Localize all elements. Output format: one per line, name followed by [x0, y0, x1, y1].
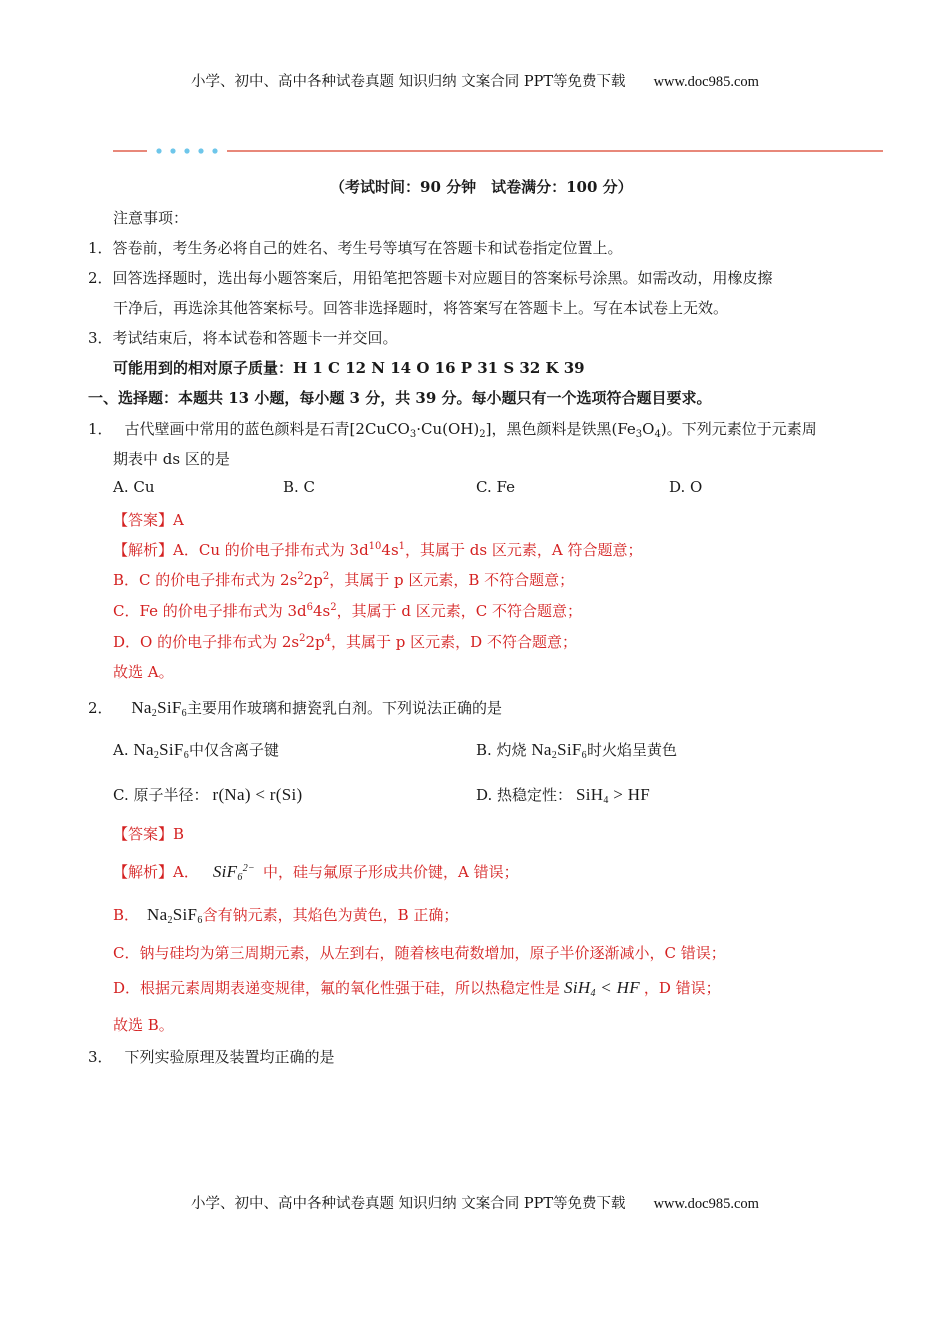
exp-text: ，其属于 ds 区元素，A 符合题意；	[405, 541, 643, 559]
q3-number: 3．	[88, 1048, 113, 1066]
option-label: C. 原子半径：	[113, 786, 209, 804]
sub: 3	[635, 429, 643, 440]
sub: 2	[153, 750, 160, 761]
q1-exp-4	[113, 631, 577, 652]
formula-part: Na	[147, 905, 168, 924]
formula-part: SiF	[157, 698, 182, 717]
q2-option-d	[476, 784, 650, 806]
q1-stem-2: 期表中 ds 区的是	[113, 450, 230, 468]
page-header	[0, 70, 950, 91]
q2-option-b	[476, 739, 677, 761]
q1-conclusion: 故选 A。	[113, 663, 174, 681]
q1-option-a: A. Cu	[113, 478, 155, 496]
q2-exp-c: C．钠与硅均为第三周期元素，从左到右，随着核电荷数增加，原子半价逐渐减小，C 错误；	[113, 944, 726, 962]
formula-part: > HF	[608, 785, 651, 804]
sup: 2−	[242, 863, 256, 874]
q1-stem-c: ]，黑色颜料是铁黑(Fe	[485, 420, 636, 438]
section-title: 一、选择题：本题共 13 小题，每小题 3 分，共 39 分。每小题只有一个选项符合题目要求。	[88, 389, 712, 407]
notice-text: 回答选择题时，选出每小题答案后，用铅笔把答题卡对应题目的答案标号涂黑。如需改动，用橡皮擦	[112, 269, 773, 287]
option-label: D. 热稳定性：	[476, 786, 573, 804]
option-text: 中仅含离子键	[189, 741, 280, 759]
q1-number: 1．	[88, 420, 113, 438]
option-label: B. 灼烧	[476, 741, 527, 759]
q2-number: 2．	[88, 699, 113, 717]
sub: 2	[551, 750, 558, 761]
q1-option-b: B. C	[283, 478, 316, 496]
formula-na2sif6	[131, 698, 187, 717]
q1-stem-a: 古代壁画中常用的蓝色颜料是石青[2CuCO	[124, 420, 410, 438]
exp-text: A．	[173, 863, 199, 881]
page-footer	[0, 1192, 950, 1213]
sub: 6	[183, 750, 189, 761]
exp-text: B．	[113, 906, 140, 924]
q3-stem-text: 下列实验原理及装置均正确的是	[124, 1048, 335, 1066]
q1-exp-1	[113, 539, 642, 560]
sub: 6	[581, 750, 587, 761]
atomic-mass: 可能用到的相对原子质量：H 1 C 12 N 14 O 16 P 31 S 32 K 39	[113, 359, 585, 377]
option-label: A.	[113, 741, 129, 759]
sub: 4	[603, 795, 609, 806]
formula-part: Na	[131, 698, 152, 717]
exp-label: 【解析】	[113, 863, 174, 881]
sub: 6	[197, 915, 203, 926]
sub: 6	[181, 708, 187, 719]
sub: 4	[590, 988, 596, 999]
formula-part: Na	[133, 740, 154, 759]
sub: 3	[409, 429, 417, 440]
notice-title: 注意事项：	[113, 209, 189, 227]
notice-text: 答卷前，考生务必将自己的姓名、考生号等填写在答题卡和试卷指定位置上。	[112, 239, 623, 257]
exp-text: B．C 的价电子排布式为 2s	[113, 571, 298, 589]
sup: 4	[324, 633, 332, 644]
q2-stem-text: 主要用作玻璃和搪瓷乳白剂。下列说法正确的是	[186, 699, 502, 717]
footer-text: 小学、初中、高中各种试卷真题 知识归纳 文案合同 PPT等免费下载	[191, 1196, 626, 1212]
exp-text: 4s	[313, 602, 331, 620]
q1-exp-3	[113, 600, 582, 621]
exp-text: 中，硅与氟原子形成共价键，A 错误；	[263, 863, 519, 881]
notice-item-1	[88, 237, 623, 258]
formula-part: SiH	[576, 785, 604, 804]
notice-num: 3．	[88, 329, 113, 347]
sup: 1	[398, 541, 406, 552]
exp-label: 【解析】	[113, 541, 174, 559]
q2-conclusion: 故选 B。	[113, 1016, 174, 1034]
exp-text: ，其属于 p 区元素，D 不符合题意；	[331, 633, 577, 651]
sup: 2	[297, 571, 304, 582]
sup: 10	[368, 541, 382, 552]
q2-exp-a	[113, 861, 519, 883]
formula-part: < HF	[595, 978, 640, 997]
exp-text: D．O 的价电子排布式为 2s	[113, 633, 300, 651]
exp-text: A．Cu 的价电子排布式为 3d	[173, 541, 369, 559]
q3-stem	[88, 1046, 335, 1067]
q1-exp-2	[113, 569, 574, 590]
q1-option-d: D. O	[669, 478, 703, 496]
formula-part: SiH	[564, 978, 591, 997]
exp-text: 含有钠元素，其焰色为黄色，B 正确；	[202, 906, 459, 924]
notice-item-2-cont: 干净后，再选涂其他答案标号。回答非选择题时，将答案写在答题卡上。写在本试卷上无效。	[113, 299, 729, 317]
exp-text: D．根据元素周期表递变规律，氟的氧化性强于硅，所以热稳定性是	[113, 979, 561, 997]
formula-part: Na	[531, 740, 552, 759]
q2-option-c	[113, 784, 302, 805]
exp-text: 2p	[305, 633, 325, 651]
header-site: www.doc985.com	[653, 74, 759, 90]
sub: 2	[167, 915, 173, 926]
notice-text: 考试结束后，将本试卷和答题卡一并交回。	[112, 329, 398, 347]
exp-text: C．Fe 的价电子排布式为 3d	[113, 602, 307, 620]
exp-text: ，其属于 d 区元素，C 不符合题意；	[336, 602, 583, 620]
formula-na2sif6	[147, 905, 203, 924]
sub: 2	[151, 708, 158, 719]
exp-text: 2p	[303, 571, 323, 589]
formula-sif6	[213, 862, 255, 881]
q2-stem	[88, 697, 502, 719]
notice-item-2	[88, 267, 773, 288]
formula-na2sif6	[531, 740, 587, 759]
exam-info: （考试时间：90 分钟 试卷满分：100 分）	[330, 178, 633, 196]
option-math	[576, 785, 650, 804]
sup: 2	[322, 571, 330, 582]
exp-text: 4s	[381, 541, 399, 559]
formula-part: SiF	[159, 740, 184, 759]
sub: 2	[479, 429, 486, 440]
sub: 6	[237, 872, 243, 883]
sup: 2	[299, 633, 306, 644]
q2-option-a	[113, 739, 279, 761]
sup: 2	[330, 602, 337, 613]
exp-text: ，D 错误；	[643, 979, 721, 997]
sub: 4	[654, 429, 661, 440]
formula-sih4-hf	[564, 978, 640, 997]
decorative-divider	[113, 148, 883, 154]
notice-num: 2．	[88, 269, 113, 287]
q2-exp-d	[113, 977, 721, 999]
formula-part: SiF	[172, 905, 198, 924]
q1-stem-e: )。下列元素位于元素周	[660, 420, 817, 438]
header-text: 小学、初中、高中各种试卷真题 知识归纳 文案合同 PPT等免费下载	[191, 74, 626, 90]
q1-stem-d: O	[642, 420, 655, 438]
q1-option-c: C. Fe	[476, 478, 515, 496]
sup: 6	[306, 602, 313, 613]
notice-num: 1．	[88, 239, 113, 257]
q1-stem-b: ·Cu(OH)	[416, 420, 480, 438]
option-math: r(Na) < r(Si)	[212, 785, 303, 804]
formula-part: SiF	[212, 862, 238, 881]
exp-text: ，其属于 p 区元素，B 不符合题意；	[329, 571, 575, 589]
footer-site: www.doc985.com	[653, 1196, 759, 1212]
q2-answer: 【答案】B	[113, 825, 185, 843]
formula-part: SiF	[557, 740, 582, 759]
notice-item-3	[88, 327, 398, 348]
q1-stem	[88, 418, 817, 440]
q1-answer: 【答案】A	[113, 511, 184, 529]
formula-na2sif6	[133, 740, 189, 759]
option-text: 时火焰呈黄色	[586, 741, 677, 759]
q2-exp-b	[113, 904, 458, 926]
